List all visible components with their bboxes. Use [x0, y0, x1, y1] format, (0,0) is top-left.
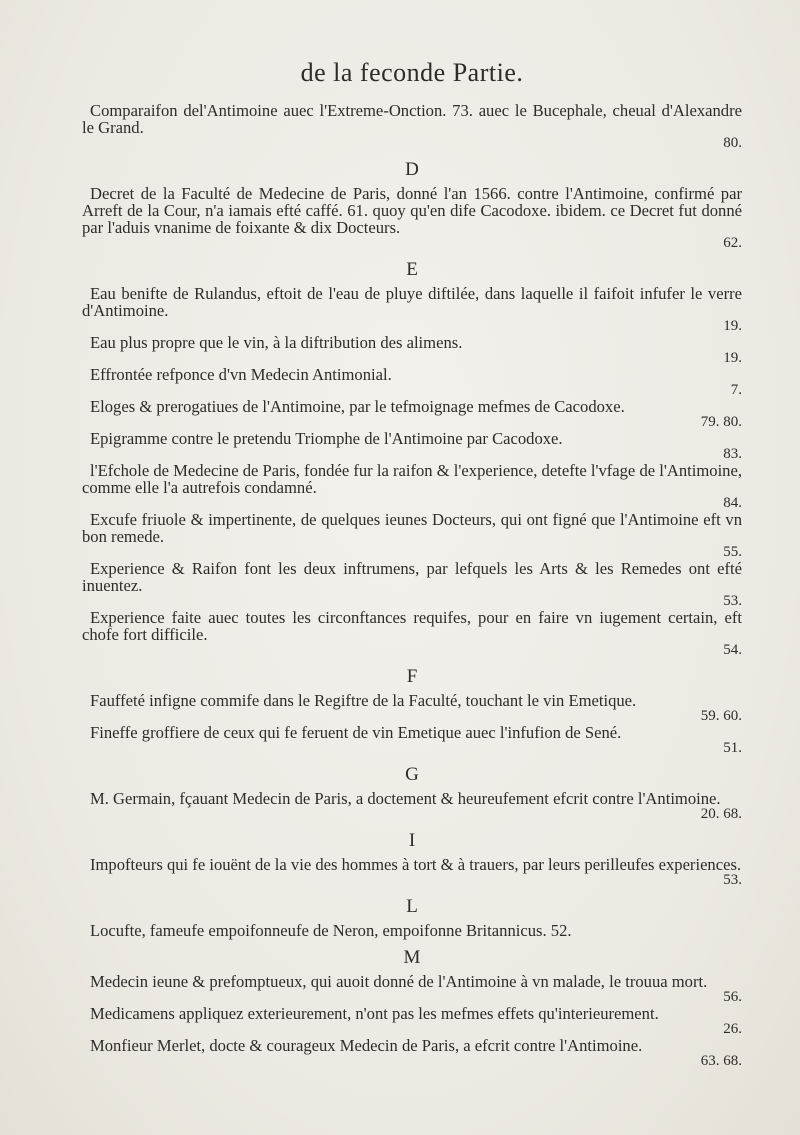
- index-entry: [82, 922, 742, 939]
- entry-page-ref: 62.: [723, 235, 742, 251]
- index-entry: [82, 366, 742, 398]
- section-gap: [82, 151, 742, 157]
- entry-text: Eau benifte de Rulandus, eftoit de l'eau de pluye diftilée, dans laquelle il faifoit infufer le verre d'Antimoine.: [82, 284, 742, 320]
- section-gap: [82, 888, 742, 894]
- index-entry: [82, 560, 742, 609]
- entry-text: M. Germain, fçauant Medecin de Paris, a doctement & heureufement efcrit contre l'Antimoine.: [90, 789, 721, 808]
- entry-page-ref: 55.: [723, 544, 742, 560]
- entry-page-ref: 80.: [723, 135, 742, 151]
- entry-text: Excufe friuole & impertinente, de quelques ieunes Docteurs, qui ont figné que l'Antimoine eft vn bon remede.: [82, 510, 742, 546]
- entry-page-ref: 51.: [723, 740, 742, 756]
- entry-page-ref: 19.: [723, 350, 742, 366]
- entry-page-ref: 53.: [723, 872, 742, 888]
- entry-page-ref: 20. 68.: [700, 806, 742, 822]
- entry-text: Eau plus propre que le vin, à la diftribution des alimens.: [90, 333, 463, 352]
- entry-text: Medicamens appliquez exterieurement, n'ont pas les mefmes effets qu'interieurement.: [90, 1004, 659, 1023]
- section-letter: E: [406, 259, 418, 280]
- section-gap: [82, 756, 742, 762]
- section-letter: D: [405, 159, 419, 180]
- entry-page-ref: 79. 80.: [700, 414, 742, 430]
- section-gap: [82, 822, 742, 828]
- entry-page-ref: 83.: [723, 446, 742, 462]
- entry-text: Experience faite auec toutes les circonftances requifes, pour en faire vn iugement certain, eft chofe fort difficile.: [82, 608, 742, 644]
- entry-text: Experience & Raifon font les deux inftrumens, par lefquels les Arts & les Remedes ont efté inuentez.: [82, 559, 742, 595]
- entry-page-ref: 59. 60.: [700, 708, 742, 724]
- index-entry: [82, 973, 742, 1005]
- index-entry: [82, 790, 742, 822]
- entry-page-ref: 56.: [723, 989, 742, 1005]
- entry-text: Comparaifon del'Antimoine auec l'Extreme-Onction. 73. auec le Bucephale, cheual d'Alexandre le Grand.: [82, 101, 742, 137]
- entry-page-ref: 84.: [723, 495, 742, 511]
- index-entry: [82, 1037, 742, 1069]
- section-letter: G: [405, 764, 419, 785]
- section-letter: F: [406, 666, 418, 687]
- index-entry: [82, 102, 742, 151]
- section-gap: [82, 1069, 742, 1075]
- entry-page-ref: 63. 68.: [700, 1053, 742, 1069]
- entry-page-ref: 53.: [723, 593, 742, 609]
- section-gap: [82, 251, 742, 257]
- entry-page-ref: 54.: [723, 642, 742, 658]
- entry-page-ref: 19.: [723, 318, 742, 334]
- index-entry: [82, 692, 742, 724]
- entry-page-ref: 7.: [730, 382, 742, 398]
- index-entry: [82, 285, 742, 334]
- entry-text: Decret de la Faculté de Medecine de Paris, donné l'an 1566. contre l'Antimoine, confirmé par Arreft de la Cour, n'a iamais efté caffé. 61. quoy qu'en dife Cacodoxe. ibidem. ce Decret fut donné par l'aduis vnanime de foixante & dix Docteurs.: [82, 184, 742, 237]
- index-entry: [82, 185, 742, 251]
- entry-text: Medecin ieune & prefomptueux, qui auoit donné de l'Antimoine à vn malade, le trouua mort.: [90, 972, 708, 991]
- section-letter: L: [406, 896, 418, 917]
- index-list: [82, 102, 742, 1075]
- entry-text: Eloges & prerogatiues de l'Antimoine, par le tefmoignage mefmes de Cacodoxe.: [90, 397, 625, 416]
- entry-text: Effrontée refponce d'vn Medecin Antimonial.: [90, 365, 392, 384]
- section-letter: I: [408, 830, 416, 851]
- index-entry: [82, 430, 742, 462]
- entry-page-ref: 26.: [723, 1021, 742, 1037]
- entry-text: l'Efchole de Medecine de Paris, fondée fur la raifon & l'experience, detefte l'vfage de l'Antimoine, comme elle l'a autrefois condamné.: [82, 461, 742, 497]
- entry-text: Epigramme contre le pretendu Triomphe de l'Antimoine par Cacodoxe.: [90, 429, 563, 448]
- index-entry: [82, 609, 742, 658]
- entry-text: Impofteurs qui fe iouënt de la vie des hommes à tort & à trauers, par leurs perilleufes experiences.: [90, 855, 742, 874]
- entry-text: Locufte, fameufe empoifonneufe de Neron, empoifonne Britannicus. 52.: [90, 921, 572, 940]
- entry-text: Monfieur Merlet, docte & courageux Medecin de Paris, a efcrit contre l'Antimoine.: [90, 1036, 643, 1055]
- entry-text: Fineffe groffiere de ceux qui fe feruent de vin Emetique auec l'infufion de Sené.: [90, 723, 622, 742]
- section-gap: [82, 658, 742, 664]
- index-entry: [82, 1005, 742, 1037]
- index-entry: [82, 511, 742, 560]
- entry-text: Fauffeté infigne commife dans le Regiftre de la Faculté, touchant le vin Emetique.: [90, 691, 637, 710]
- index-entry: [82, 398, 742, 430]
- index-entry: [82, 724, 742, 756]
- section-letter: M: [403, 947, 421, 968]
- index-entry: [82, 856, 742, 888]
- index-entry: [82, 462, 742, 511]
- page-header: de la feconde Partie.: [300, 58, 524, 87]
- index-entry: [82, 334, 742, 366]
